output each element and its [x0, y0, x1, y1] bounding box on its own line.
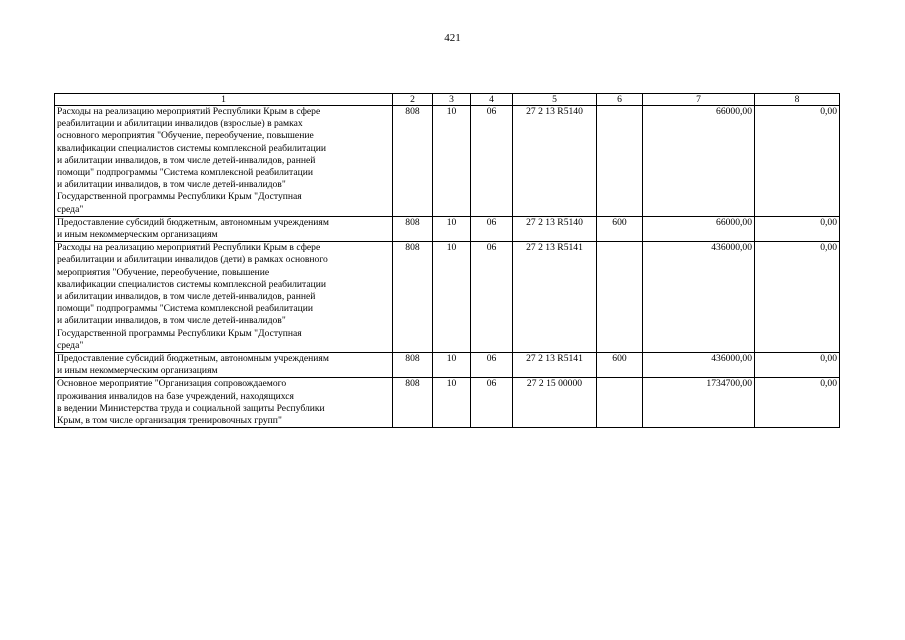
table-row — [55, 216, 840, 241]
header-cell: 4 — [471, 94, 513, 106]
table-header-row — [55, 94, 840, 106]
header-cell: 2 — [393, 94, 433, 106]
row-description: Предоставление субсидий бюджетным, автономным учреждениям и иным некоммерческим организациям — [55, 216, 393, 241]
table-row — [55, 353, 840, 378]
section-code: 10 — [433, 353, 471, 378]
header-cell: 8 — [755, 94, 840, 106]
table-row — [55, 242, 840, 353]
section-code: 10 — [433, 216, 471, 241]
section-code: 10 — [433, 106, 471, 217]
subsection-code: 06 — [471, 353, 513, 378]
amount-value: 436000,00 — [643, 353, 755, 378]
amount-value: 1734700,00 — [643, 378, 755, 428]
header-cell: 5 — [513, 94, 597, 106]
subsection-code: 06 — [471, 242, 513, 353]
ministry-code: 808 — [393, 353, 433, 378]
expense-type-code: 600 — [597, 216, 643, 241]
header-cell: 7 — [643, 94, 755, 106]
amount-value-2: 0,00 — [755, 106, 840, 217]
page-number: 421 — [444, 32, 461, 44]
amount-value-2: 0,00 — [755, 378, 840, 428]
header-cell: 1 — [55, 94, 393, 106]
table-row — [55, 378, 840, 428]
ministry-code: 808 — [393, 106, 433, 217]
header-cell: 3 — [433, 94, 471, 106]
section-code: 10 — [433, 378, 471, 428]
ministry-code: 808 — [393, 216, 433, 241]
amount-value: 66000,00 — [643, 216, 755, 241]
expense-type-code — [597, 242, 643, 353]
budget-table — [54, 93, 840, 428]
row-description: Предоставление субсидий бюджетным, автономным учреждениям и иным некоммерческим организациям — [55, 353, 393, 378]
row-description: Основное мероприятие "Организация сопровождаемого проживания инвалидов на базе учреждений, находящихся в ведении Министерства труда и социальной защиты Республики Крым, в том числе организация тренировочных групп" — [55, 378, 393, 428]
subsection-code: 06 — [471, 216, 513, 241]
amount-value-2: 0,00 — [755, 242, 840, 353]
target-article-code: 27 2 13 R5141 — [513, 353, 597, 378]
target-article-code: 27 2 13 R5140 — [513, 216, 597, 241]
table-row — [55, 106, 840, 217]
amount-value-2: 0,00 — [755, 353, 840, 378]
target-article-code: 27 2 15 00000 — [513, 378, 597, 428]
target-article-code: 27 2 13 R5141 — [513, 242, 597, 353]
row-description: Расходы на реализацию мероприятий Республики Крым в сфере реабилитации и абилитации инвалидов (взрослые) в рамках основного мероприятия "Обучение, переобучение, повышение квалификации специалистов системы комплексной реабилитации и абилитации инвалидов, в том числе детей-инвалидов, ранней помощи" подпрограммы "Система комплексной реабилитации и абилитации инвалидов, в том числе детей-инвалидов" Государственной программы Республики Крым "Доступная среда" — [55, 106, 393, 217]
expense-type-code — [597, 106, 643, 217]
expense-type-code — [597, 378, 643, 428]
header-cell: 6 — [597, 94, 643, 106]
ministry-code: 808 — [393, 378, 433, 428]
amount-value: 66000,00 — [643, 106, 755, 217]
target-article-code: 27 2 13 R5140 — [513, 106, 597, 217]
subsection-code: 06 — [471, 106, 513, 217]
ministry-code: 808 — [393, 242, 433, 353]
row-description: Расходы на реализацию мероприятий Республики Крым в сфере реабилитации и абилитации инвалидов (дети) в рамках основного мероприятия "Обучение, переобучение, повышение квалификации специалистов системы комплексной реабилитации и абилитации инвалидов, в том числе детей-инвалидов, ранней помощи" подпрограммы "Система комплексной реабилитации и абилитации инвалидов, в том числе детей-инвалидов" Государственной программы Республики Крым "Доступная среда" — [55, 242, 393, 353]
subsection-code: 06 — [471, 378, 513, 428]
section-code: 10 — [433, 242, 471, 353]
amount-value: 436000,00 — [643, 242, 755, 353]
expense-type-code: 600 — [597, 353, 643, 378]
amount-value-2: 0,00 — [755, 216, 840, 241]
